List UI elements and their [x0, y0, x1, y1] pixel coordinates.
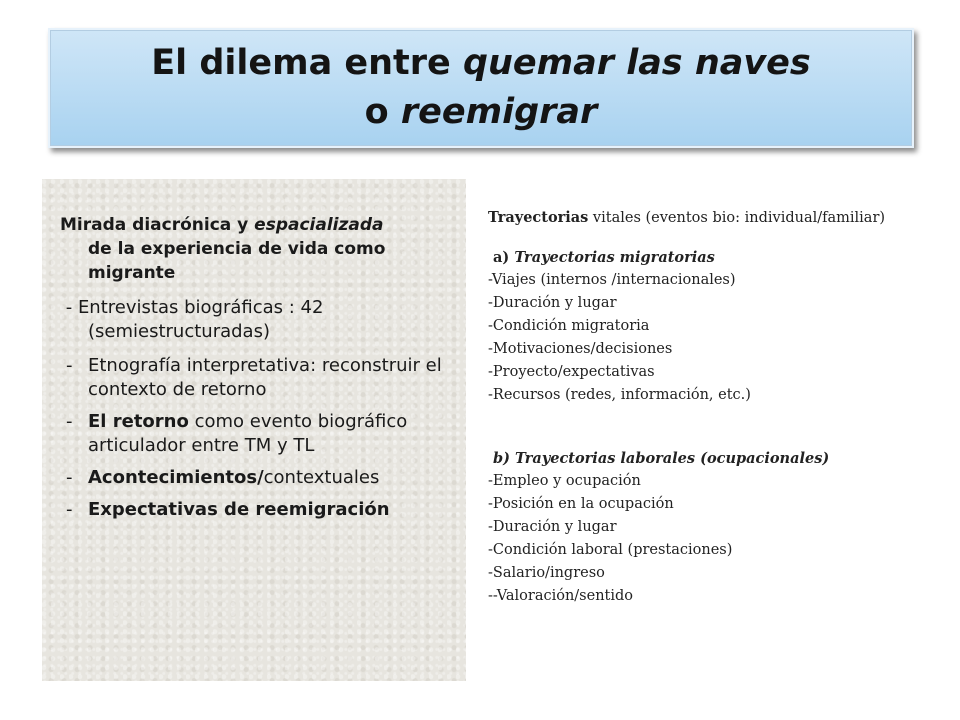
title-line-1: [151, 39, 811, 88]
trajectories-intro: [488, 206, 928, 230]
list-item-bold: Acontecimientos/: [88, 467, 264, 488]
slide-title: [48, 28, 914, 148]
title-line-2: [365, 88, 598, 137]
section-b-heading: b) Trayectorias laborales (ocupacionales): [493, 450, 830, 467]
dash-bullet: -: [66, 411, 73, 432]
methodology-list: [60, 354, 460, 522]
list-item: -Proyecto/expectativas: [488, 364, 655, 380]
section-a-list: [488, 269, 928, 407]
trajectories-intro-rest: vitales (eventos bio: individual/familiar): [588, 210, 886, 226]
trajectories-intro-bold: Trayectorias: [488, 209, 589, 226]
intro-line-3: migrante: [88, 263, 176, 283]
intro-italic: espacializada: [254, 215, 384, 235]
dash-bullet: -: [66, 499, 73, 520]
list-item: -Condición migratoria: [488, 318, 650, 334]
title-line-2-plain: o: [364, 92, 401, 132]
methodology-text: [60, 213, 460, 530]
list-item-text: Etnografía interpretativa: reconstruir el contexto de retorno: [88, 355, 442, 400]
list-item-bold: El retorno: [88, 411, 189, 432]
dash-bullet: -: [66, 467, 73, 488]
list-item: -Motivaciones/decisiones: [488, 341, 673, 357]
list-item: -Recursos (redes, información, etc.): [488, 387, 751, 403]
list-item-text: como evento biográfico articulador entre TM y TL: [88, 411, 419, 456]
list-item: -Posición en la ocupación: [488, 496, 674, 512]
list-item: -Duración y lugar: [488, 295, 617, 311]
interviews-line-1: - Entrevistas biográficas : 42: [60, 297, 324, 318]
list-item: [60, 466, 460, 490]
intro-plain: Mirada diacrónica y: [60, 215, 255, 235]
title-line-1-italic: quemar las naves: [462, 43, 811, 83]
section-a-label: a): [493, 249, 510, 266]
list-item: -Duración y lugar: [488, 519, 617, 535]
list-item: [60, 498, 460, 522]
dash-bullet: -: [66, 355, 73, 376]
list-item: [60, 410, 460, 458]
list-item: [60, 354, 460, 402]
interviews-text: [60, 296, 460, 344]
methodology-panel: [42, 179, 466, 681]
title-line-1-plain: El dilema entre: [151, 43, 463, 83]
methodology-intro: [60, 213, 460, 285]
trajectories-panel: [488, 206, 928, 608]
list-item: -Condición laboral (prestaciones): [488, 542, 733, 558]
list-item-text: contextuales: [263, 467, 380, 488]
list-item-bold: Expectativas de reemigración: [88, 499, 390, 520]
section-a-title: Trayectorias migratorias: [509, 249, 715, 266]
list-item: --Valoración/sentido: [488, 588, 634, 604]
list-item: -Empleo y ocupación: [488, 473, 641, 489]
interviews-line-2: (semiestructuradas): [88, 321, 270, 342]
intro-line-2: de la experiencia de vida como: [88, 239, 386, 259]
title-line-2-italic: reemigrar: [400, 92, 598, 132]
list-item: -Salario/ingreso: [488, 565, 605, 581]
section-a-heading: [488, 246, 928, 269]
list-item: -Viajes (internos /internacionales): [488, 272, 736, 288]
section-b-list: [488, 470, 928, 608]
